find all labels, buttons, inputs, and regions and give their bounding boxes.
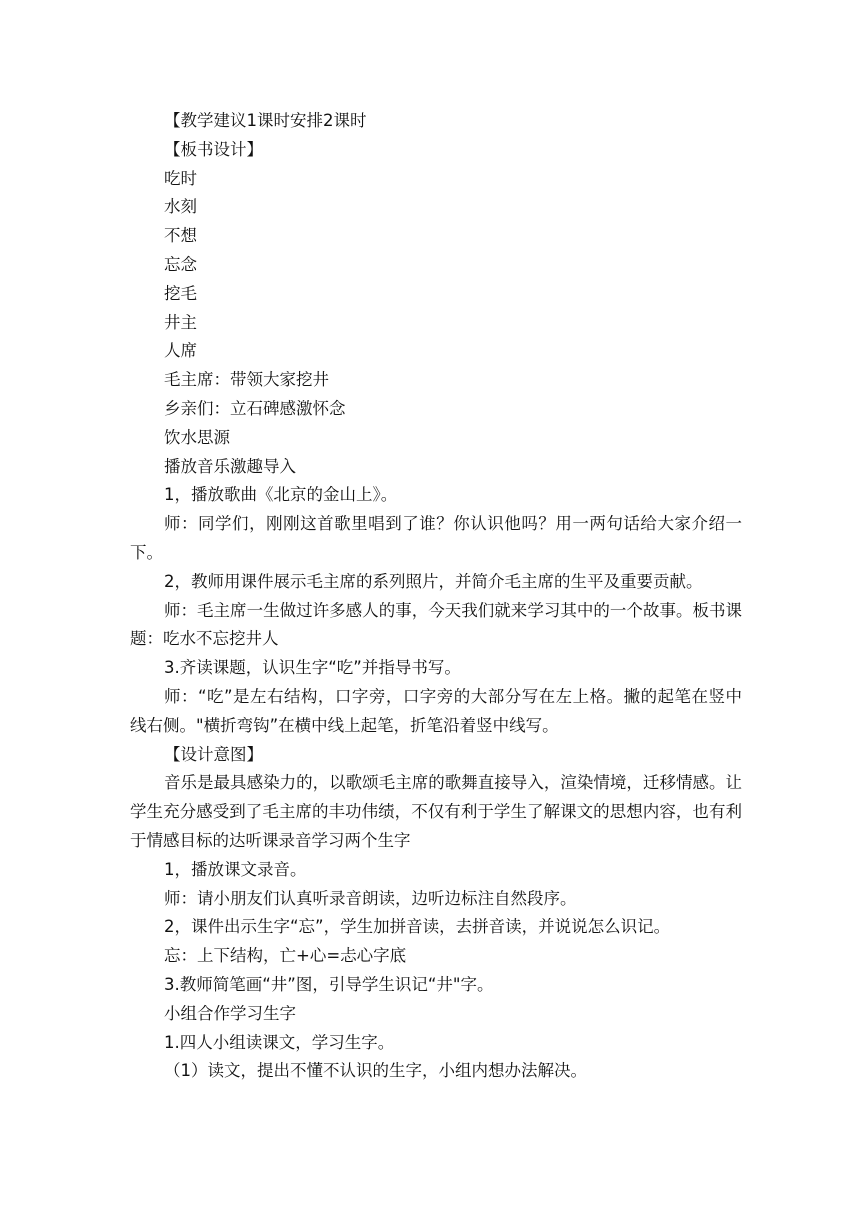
teaching-suggestion-heading: 【教学建议1课时安排2课时 [164,111,367,130]
paragraph: 师：“吃”是左右结构，口字旁，口字旁的大部分写在左上格。撇的起笔在竖中线右侧。"横折弯钩”在横中线上起笔，折笔沿着竖中线写。 [130,686,742,735]
paragraph: 1，播放课文录音。 [164,859,307,879]
board-line: 不想 [164,226,197,246]
document-page [130,107,742,1086]
paragraph: 3.教师简笔画“井”图，引导学生识记“井"字。 [164,974,494,994]
paragraph: （1）读文，提出不懂不认识的生字，小组内想办法解决。 [164,1061,587,1081]
board-line: 毛主席：带领大家挖井 [164,370,329,390]
paragraph: 师：请小朋友们认真听录音朗读，边听边标注自然段序。 [164,888,577,908]
board-line: 忘念 [164,254,197,274]
paragraph: 师：同学们，刚刚这首歌里唱到了谁？你认识他吗？用一两句话给大家介绍一下。 [130,514,742,562]
section-heading: 播放音乐激趣导入 [164,456,296,476]
paragraph: 1，播放歌曲《北京的金山上》。 [164,485,398,505]
board-line: 挖毛 [164,283,197,303]
board-line: 人席 [164,341,197,361]
paragraph: 3.齐读课题，认识生字“吃”并指导书写。 [164,658,461,678]
paragraph: 2，教师用课件展示毛主席的系列照片，并简介毛主席的生平及重要贡献。 [164,571,703,591]
board-line: 水刻 [164,197,197,217]
board-line: 饮水思源 [164,427,230,447]
paragraph: 忘：上下结构，亡+心=忐心字底 [164,946,407,966]
design-intent-heading: 【设计意图】 [164,744,263,764]
paragraph: 2，课件出示生字“忘”，学生加拼音读，去拼音读，并说说怎么识记。 [164,917,671,937]
board-line: 吃时 [164,168,197,188]
paragraph: 音乐是最具感染力的，以歌颂毛主席的歌舞直接导入，渲染情境，迁移情感。让学生充分感受到了毛主席的丰功伟绩，不仅有利于学生了解课文的思想内容，也有利于情感目标的达听课录音学习两个生字 [130,773,742,850]
board-line: 井主 [164,312,197,332]
paragraph: 1.四人小组读课文，学习生字。 [164,1032,395,1052]
section-heading: 小组合作学习生字 [164,1003,296,1023]
board-line: 乡亲们：立石碑感激怀念 [164,398,346,418]
board-design-heading: 【板书设计】 [164,139,263,159]
paragraph: 师：毛主席一生做过许多感人的事，今天我们就来学习其中的一个故事。板书课题：吃水不忘挖井人 [130,600,742,649]
